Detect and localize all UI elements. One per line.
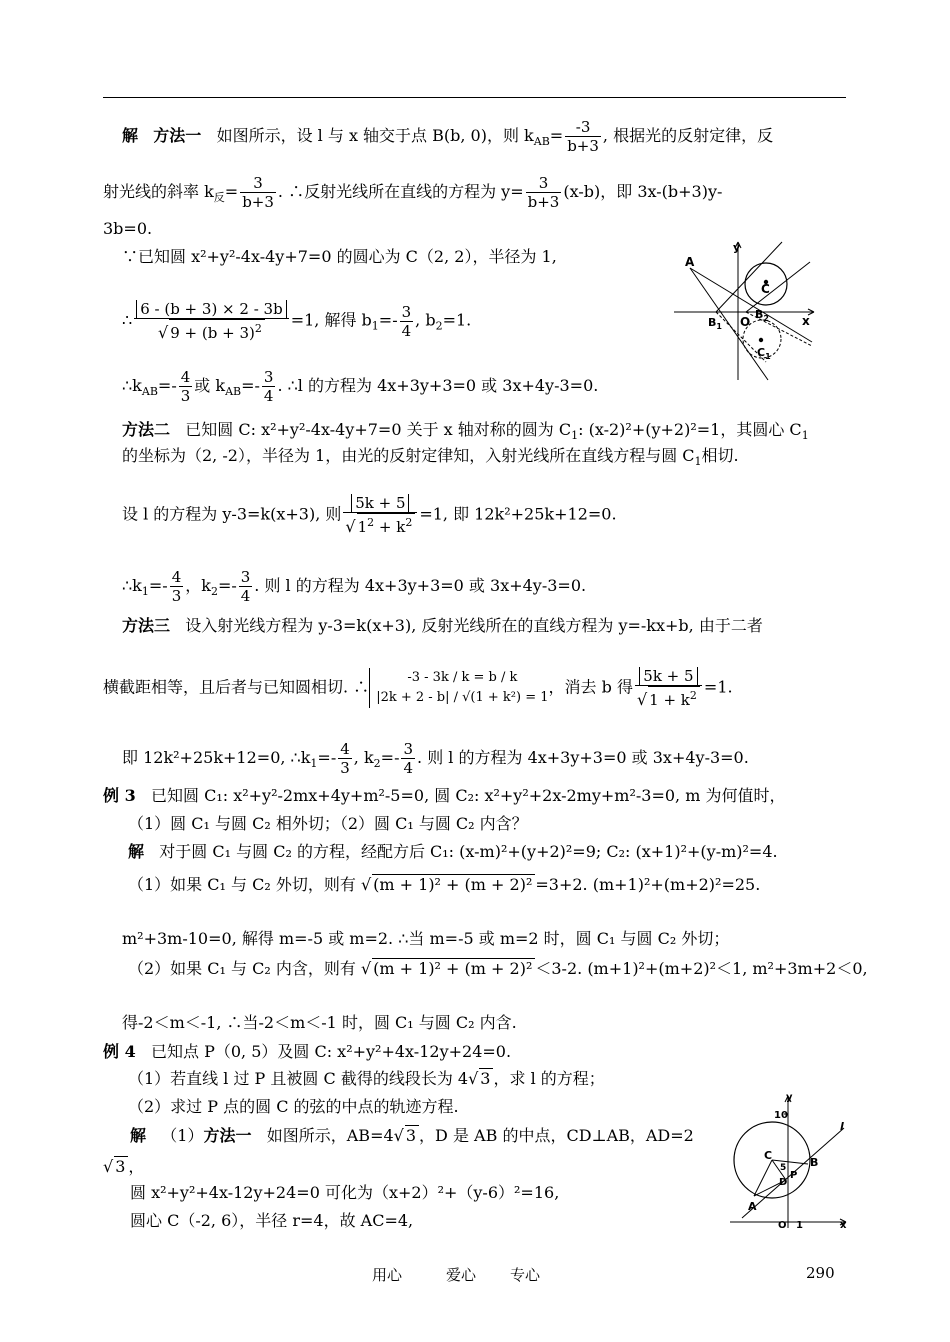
method2-line3: 设 l 的方程为 y-3=k(x+3), 则 $\frac{5k + 5}{√ 1^2 + k^2}$ =1, 即 12k²+25k+12=0. [122, 494, 617, 536]
method3-line1: 方法三 设入射光线方程为 y-3=k(x+3), 反射光线所在的直线方程为 y=-kx+b, 由于二者 [122, 616, 763, 635]
method-label: 方法一 [203, 1126, 252, 1145]
fraction: $\frac{3}{4}$ [401, 302, 412, 340]
method1-line1: 解 方法一 如图所示，设 l 与 x 轴交于点 B(b, 0)，则 $k_{AB}=$ $\frac{-3}{b+3}$ , 根据光的反射定律，反 [122, 118, 774, 155]
example4-solution-3: 圆 x²+y²+4x-12y+24=0 可化为（x+2）²+（y-6）²=16, [130, 1183, 560, 1202]
fraction: $\frac{3}{4}$ [403, 740, 414, 777]
label-b1: $B_1$ [708, 316, 722, 331]
method-label: 方法二 [122, 420, 171, 439]
example3-solution-5: 得-2＜m＜-1, ∴当-2＜m＜-1 时，圆 C₁ 与圆 C₂ 内含. [122, 1013, 517, 1032]
example3-parts: （1）圆 C₁ 与圆 C₂ 相外切；（2）圆 C₁ 与圆 C₂ 内含？ [128, 814, 528, 833]
distance-fraction: $\frac{5k + 5}{√ 1^2 + k^2}$ [343, 494, 417, 536]
label-c1: $C_1$ [757, 346, 771, 361]
footer-left: 用心 [372, 1266, 403, 1284]
solution-label: 解 [122, 126, 139, 145]
footer-mid: 爱心 [446, 1266, 477, 1284]
label-x: x [802, 314, 810, 328]
circle-chord-figure [728, 1092, 852, 1230]
example4-part1: （1）若直线 l 过 P 且被圆 C 截得的线段长为 4√ 3 ，求 l 的方程； [128, 1069, 605, 1088]
fraction: $\frac{3}{b+3}$ [242, 174, 274, 211]
label-b: B [810, 1156, 819, 1169]
example4-solution-4: 圆心 C（-2, 6），半径 r=4，故 AC=4, [130, 1211, 414, 1230]
label-c: C [764, 1149, 773, 1162]
method3-line2: 横截距相等，且后者与已知圆相切. ∴ -3 - 3k / k = b / k |2k + 2 - b| / √(1 + k²) = 1，消去 b 得 $\frac{5k + 5}{√ 1 + k^2}$ =1. [103, 667, 733, 709]
method-label: 方法三 [122, 616, 171, 635]
distance-fraction: $\frac{5k + 5}{√ 1 + k^2}$ [635, 667, 702, 709]
example-label: 例 4 [103, 1042, 136, 1061]
fraction: $\frac{3}{4}$ [263, 368, 274, 405]
equation-system: -3 - 3k / k = b / k |2k + 2 - b| / √(1 + k²) = 1 [369, 668, 548, 708]
label-5: 5 [780, 1163, 787, 1173]
header-rule [103, 97, 846, 98]
method2-line1: 方法二 已知圆 C: x²+y²-4x-4y+7=0 关于 x 轴对称的圆为 $C_1$: (x-2)²+(y+2)²=1，其圆心 $C_1$ [122, 420, 809, 443]
label-d: D [779, 1177, 788, 1188]
label-y: y [733, 241, 741, 254]
example3-question: 例 3 已知圆 C₁: x²+y²-2mx+4y+m²-5=0, 圆 C₂: x²+y²+2x-2my+m²-3=0, m 为何值时， [103, 786, 786, 805]
method1-line5: ∴ $\frac{6 - (b + 3) \times 2 - 3b}{√ 9 + (b + 3)^2}$ =1, 解得 $b_1=-$ $\frac{3}{4}$ , $b_2=1$. [122, 300, 472, 342]
label-l: l [840, 1120, 844, 1133]
example3-solution-4: （2）如果 C₁ 与 C₂ 内含，则有 √ (m + 1)² + (m + 2)² ＜3-2. (m+1)²+(m+2)²＜1, m²+3m+2＜0, [128, 959, 868, 978]
distance-fraction: $\frac{6 - (b + 3) \times 2 - 3b}{√ 9 + (b + 3)^2}$ [134, 300, 289, 342]
reflection-figure [672, 236, 822, 382]
method1-line2: 射光线的斜率 $k_反=$ $\frac{3}{b+3}$ . ∴反射光线所在直线的方程为 y= $\frac{3}{b+3}$ (x-b)，即 3x-(b+3)y- [103, 174, 723, 211]
example4-question: 例 4 已知点 P（0, 5）及圆 C: x²+y²+4x-12y+24=0. [103, 1042, 512, 1061]
label-a: A [748, 1200, 757, 1213]
method-label: 方法一 [153, 126, 202, 145]
method3-line3: 即 12k²+25k+12=0, $\therefore k_1=-$ $\frac{4}{3}$ , $k_2=-$ $\frac{3}{4}$ . 则 l 的方程为 4x+3y+3=0 或 3x+4y-3=0. [122, 740, 749, 777]
method1-line3: 3b=0. [103, 219, 153, 238]
label-o: O [778, 1220, 787, 1230]
label-y: y [786, 1092, 793, 1103]
label-a: A [685, 255, 695, 269]
method1-line4: ∵已知圆 x²+y²-4x-4y+7=0 的圆心为 C（2, 2），半径为 1, [122, 247, 557, 266]
method2-line2: 的坐标为（2, -2），半径为 1，由光的反射定律知，入射光线所在直线方程与圆 $C_1$相切. [122, 446, 739, 469]
method1-line6: $\therefore k_{AB}=-$ $\frac{4}{3}$ 或 $k_{AB}=-$ $\frac{3}{4}$ . ∴l 的方程为 4x+3y+3=0 或 3x+4y-3=0. [122, 368, 599, 405]
example3-solution-2: （1）如果 C₁ 与 C₂ 外切，则有 √ (m + 1)² + (m + 2)² =3+2. (m+1)²+(m+2)²=25. [128, 875, 761, 894]
example4-solution-2: √ 3 ， [103, 1157, 145, 1176]
fraction: $\frac{3}{b+3}$ [527, 174, 560, 211]
example4-solution-1: 解 （1）方法一 如图所示，AB=4√ 3 ，D 是 AB 的中点，CD⊥AB，AD=2 [130, 1126, 694, 1145]
solution-label: 解 [128, 842, 145, 861]
label-x: x [840, 1220, 847, 1230]
footer-right: 专心 [510, 1266, 541, 1284]
label-b2: $B_2$ [755, 308, 769, 323]
page-number: 290 [806, 1264, 835, 1282]
solution-label: 解 [130, 1126, 147, 1145]
method2-line4: $\therefore k_1=-$ $\frac{4}{3}$ ，$k_2=-$ $\frac{3}{4}$ . 则 l 的方程为 4x+3y+3=0 或 3x+4y-3=0. [122, 568, 587, 605]
label-10: 10 [774, 1110, 788, 1121]
example-label: 例 3 [103, 786, 136, 805]
fraction: $\frac{3}{4}$ [240, 568, 251, 605]
fraction: $\frac{4}{3}$ [180, 368, 191, 405]
label-p: P [790, 1170, 798, 1181]
example4-part2: （2）求过 P 点的圆 C 的弦的中点的轨迹方程. [128, 1097, 459, 1116]
example3-solution-3: m²+3m-10=0, 解得 m=-5 或 m=2. ∴当 m=-5 或 m=2 时，圆 C₁ 与圆 C₂ 外切； [122, 929, 730, 948]
fraction: $\frac{4}{3}$ [171, 568, 182, 605]
label-o: O [740, 315, 751, 329]
fraction: $\frac{-3}{b+3}$ [567, 118, 599, 155]
label-1: 1 [796, 1220, 803, 1230]
example3-solution-1: 解 对于圆 C₁ 与圆 C₂ 的方程，经配方后 C₁: (x-m)²+(y+2)²=9; C₂: (x+1)²+(y-m)²=4. [128, 842, 778, 861]
fraction: $\frac{4}{3}$ [340, 740, 350, 777]
label-c: C [761, 282, 770, 296]
